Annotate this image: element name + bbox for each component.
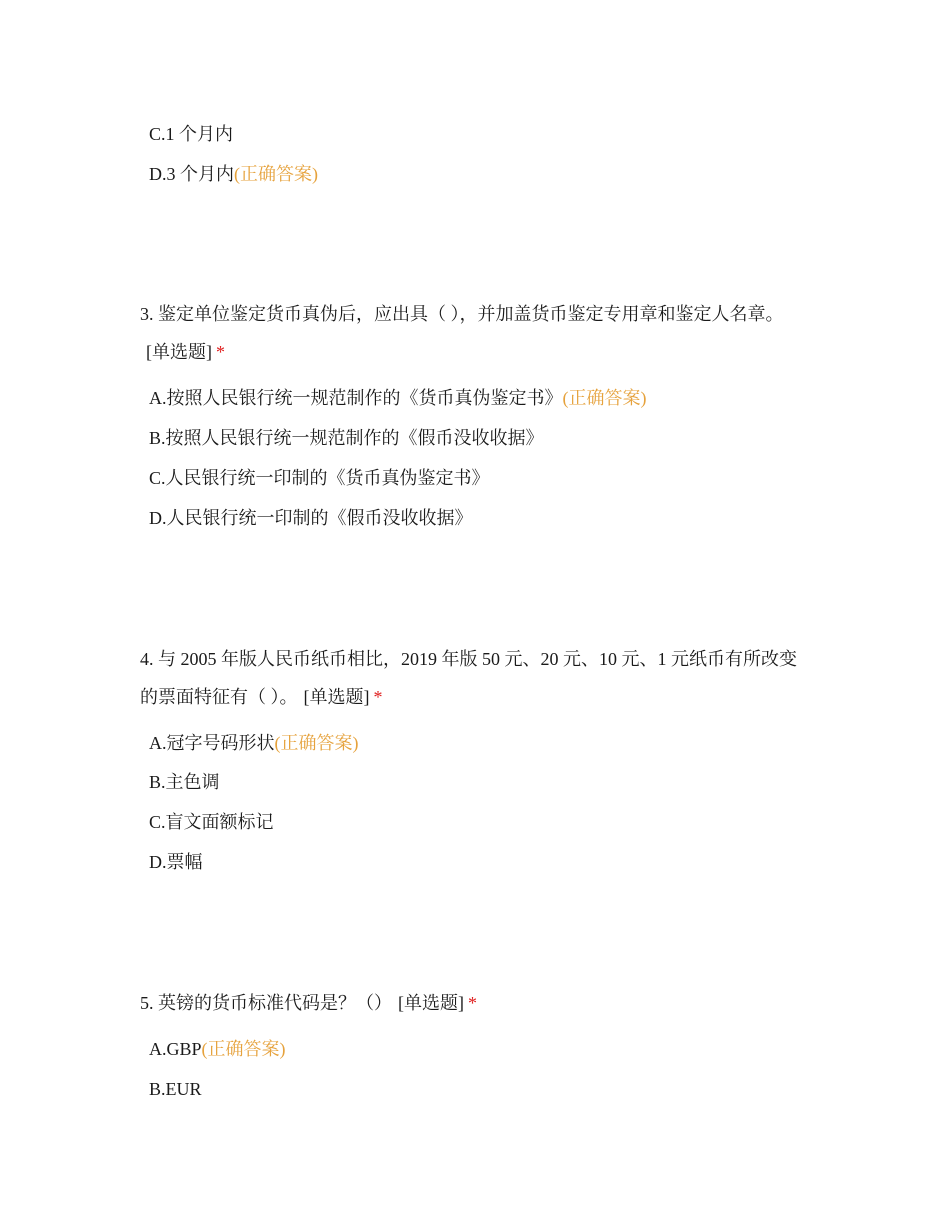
q4-option-a — [149, 731, 359, 755]
question-text: 5. 英镑的货币标准代码是？（） — [140, 993, 392, 1013]
q5-title — [140, 984, 810, 1022]
question-text: 3. 鉴定单位鉴定货币真伪后，应出具（ ），并加盖货币鉴定专用章和鉴定人名章。 — [140, 304, 784, 324]
correct-answer-mark: (正确答案) — [274, 733, 359, 753]
q4-title — [140, 640, 810, 716]
required-mark: * — [216, 342, 225, 362]
option-text: B.按照人民银行统一规范制作的《假币没收收据》 — [149, 428, 544, 448]
required-mark: * — [468, 993, 477, 1013]
option-text: D.3 个月内 — [149, 164, 234, 184]
required-mark: * — [373, 687, 383, 707]
q4-option-b — [149, 770, 220, 794]
q3-option-d — [149, 506, 473, 530]
option-text: A.按照人民银行统一规范制作的《货币真伪鉴定书》 — [149, 388, 563, 408]
q4-option-c — [149, 810, 274, 834]
correct-answer-mark: (正确答案) — [201, 1039, 286, 1059]
question-type-tag: [单选题] — [398, 993, 464, 1013]
q3-option-a — [149, 386, 647, 410]
option-text: C.盲文面额标记 — [149, 812, 274, 832]
q4-option-d — [149, 850, 203, 874]
q5-option-b — [149, 1077, 202, 1101]
question-type-tag: [单选题] — [146, 342, 212, 362]
option-text: C.1 个月内 — [149, 124, 234, 144]
option-text: B.EUR — [149, 1079, 202, 1099]
q3-option-b — [149, 426, 544, 450]
q3-option-c — [149, 466, 490, 490]
correct-answer-mark: (正确答案) — [562, 388, 647, 408]
option-text: D.人民银行统一印制的《假币没收收据》 — [149, 508, 473, 528]
question-type-tag: [单选题] — [303, 687, 370, 707]
q2-option-c — [149, 122, 233, 146]
option-text: A.GBP — [149, 1039, 202, 1059]
question-text: 4. 与 2005 年版人民币纸币相比，2019 年版 50 元、20 元、10 元、1 元纸币有所改变的票面特征有（ ）。 — [140, 649, 797, 707]
correct-answer-mark: (正确答案) — [234, 164, 318, 184]
q3-title — [140, 295, 810, 371]
q5-option-a — [149, 1037, 286, 1061]
option-text: D.票幅 — [149, 852, 203, 872]
option-text: B.主色调 — [149, 772, 220, 792]
option-text: A.冠字号码形状 — [149, 733, 275, 753]
q2-option-d — [149, 162, 318, 186]
option-text: C.人民银行统一印制的《货币真伪鉴定书》 — [149, 468, 490, 488]
